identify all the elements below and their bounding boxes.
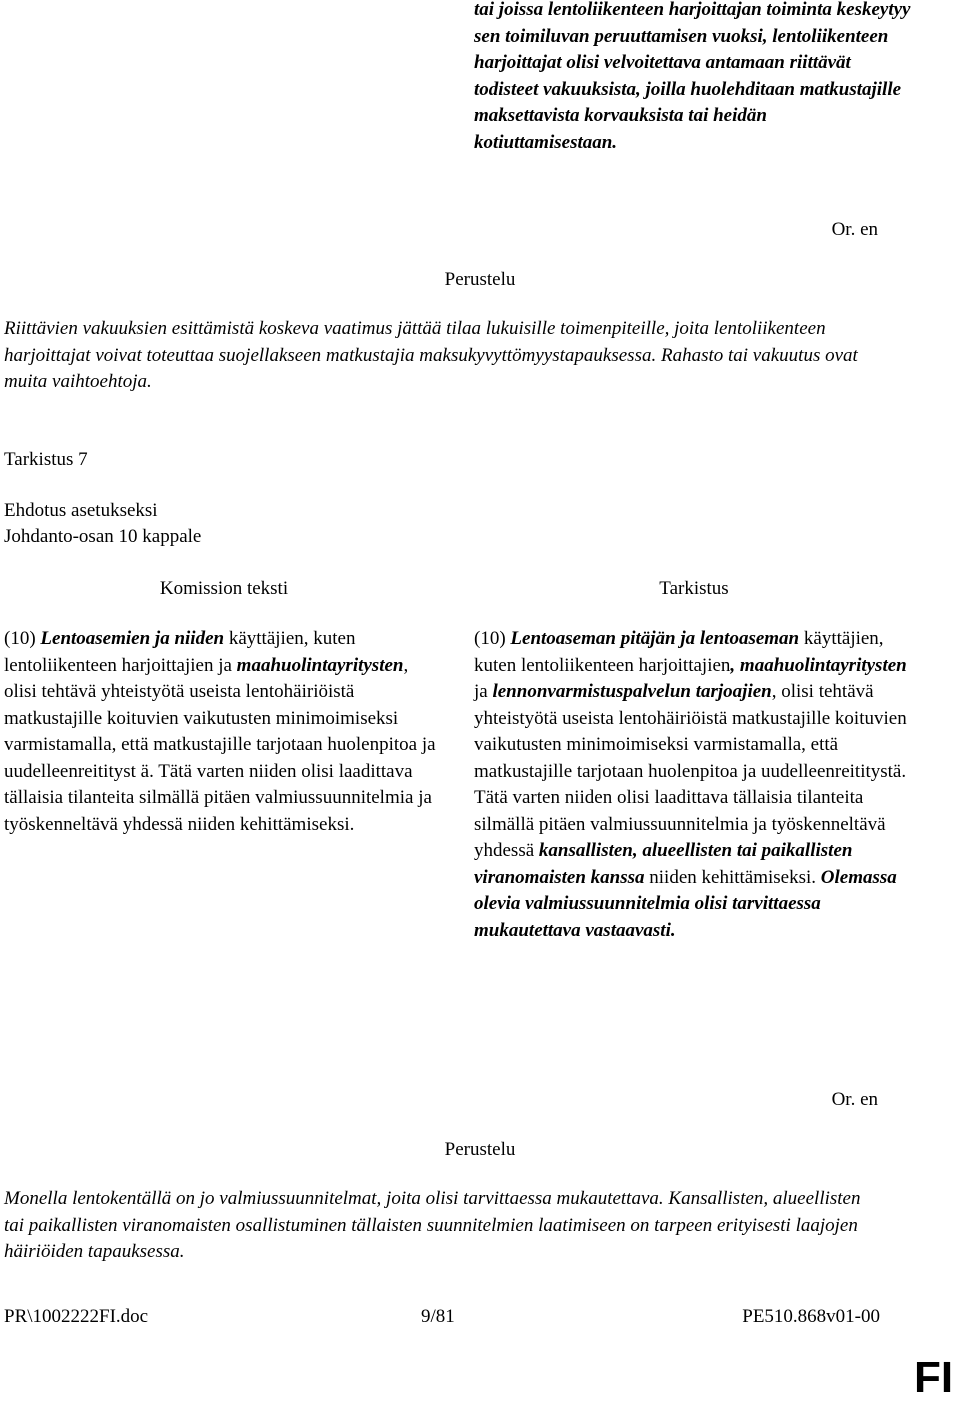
justification-text-1: Riittävien vakuuksien esittämistä koskeva vaatimus jättää tilaa lukuisille toimenpiteille, joita lentoliikenteen harjoittajat voivat toteuttaa suojellakseen matkustajia maksukyvyttömyystapauksessa. Rahasto tai vakuutus ovat muita vaihtoehtoja. bbox=[4, 318, 858, 392]
proposal-title: Ehdotus asetukseksi bbox=[4, 500, 158, 521]
commission-text: (10) Lentoasemien ja niiden käyttäjien, kuten lentoliikenteen harjoittajien ja maahuolintayritysten, olisi tehtävä yhteistyötä useista lentohäiriöistä matkustajille koituvien vaikutusten minimoimiseksi varmistamalla, että matkustajille tarjotaan huolenpitoa ja uudelleenreitityst ä. Tätä varten niiden olisi laadittava tällaisia tilanteita silmällä pitäen valmiussuunnitelmia ja työskenneltävä yhdessä niiden kehittämiseksi. bbox=[4, 628, 436, 835]
amendment-heading: Tarkistus bbox=[659, 578, 729, 599]
amendment-continuation-text: tai joissa lentoliikenteen harjoittajan toiminta keskeytyy sen toimiluvan peruuttamisen vuoksi, lentoliikenteen harjoittajat olisi velvoitettava antamaan riittävät todisteet vakuuksista, joilla huolehditaan matkustajille maksettavista korvauksista tai heidän kotiuttamisestaan. bbox=[474, 0, 911, 153]
justification-text-2: Monella lentokentällä on jo valmiussuunnitelmat, joita olisi tarvittaessa mukautettava. Kansallisten, alueellisten tai paikallisten viranomaisten osallistuminen tällaisten suunnitelmien laatimiseen on tarpeen erityisesti laajojen häiriöiden tapauksessa. bbox=[4, 1188, 861, 1262]
page-number: 9/81 bbox=[421, 1306, 455, 1327]
amended-text: (10) Lentoaseman pitäjän ja lentoaseman käyttäjien, kuten lentoliikenteen harjoittajien, maahuolintayritysten ja lennonvarmistuspalvelun tarjoajien, olisi tehtävä yhteistyötä useista lentohäiriöistä matkustajille koituvien vaikutusten minimoimiseksi varmistamalla, että matkustajille tarjotaan huolenpitoa ja uudelleenreititystä. Tätä varten niiden olisi laadittava tällaisia tilanteita silmällä pitäen valmiussuunnitelmia ja työskenneltävä yhdessä kansallisten, alueellisten tai paikallisten viranomaisten kanssa niiden kehittämiseksi. Olemassa olevia valmiussuunnitelmia olisi tarvittaessa mukautettava vastaavasti. bbox=[474, 628, 907, 941]
language-badge: FI bbox=[914, 1353, 954, 1402]
justification-heading-1: Perustelu bbox=[444, 269, 516, 290]
original-language-2: Or. en bbox=[831, 1089, 878, 1110]
proposal-reference: Johdanto-osan 10 kappale bbox=[4, 526, 202, 547]
amendment-number: Tarkistus 7 bbox=[4, 449, 88, 470]
commission-text-heading: Komission teksti bbox=[159, 578, 289, 599]
document-filename: PR\1002222FI.doc bbox=[4, 1306, 149, 1327]
original-language-1: Or. en bbox=[831, 219, 878, 240]
justification-heading-2: Perustelu bbox=[444, 1139, 516, 1160]
document-reference: PE510.868v01-00 bbox=[742, 1306, 880, 1327]
